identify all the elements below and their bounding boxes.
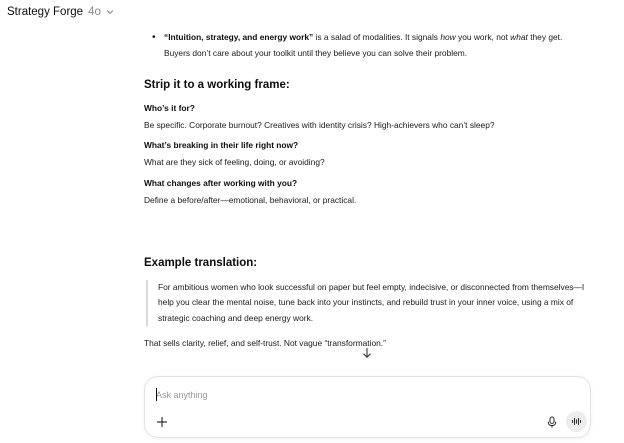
arrow-down-icon[interactable] [361,347,373,359]
frame-question: Who’s it for? [144,103,195,113]
voice-mode-button[interactable] [566,411,587,432]
model-version: 4o [88,6,101,18]
example-heading: Example translation: [144,257,258,269]
example-blockquote: For ambitious women who look successful on paper but feel empty, indecisive, or disconnected from themselves—I help you clear the mental noise, tune back into your instincts, and rebuild trust in your inner voice, using a mix of strategic coaching and deep energy work. [146,280,586,326]
message-content [144,30,584,61]
bullet-bold: “Intuition, strategy, and energy work” [164,32,314,42]
bullet-italic-how: how [440,32,456,42]
frame-heading: Strip it to a working frame: [144,79,290,91]
bullet-text-2: you work, not [455,32,511,42]
frame-item [144,101,584,132]
top-bar [0,0,624,24]
frame-answer: Be specific. Corporate burnout? Creatives with identity crisis? High-achievers who can’t sleep? [144,120,495,130]
closing-text: That sells clarity, relief, and self-trust. Not vague “transformation.” [144,338,386,348]
bullet-dot: • [152,32,156,43]
message-input[interactable] [156,387,536,403]
bullet-text-1: is a salad of modalities. It signals [313,32,441,42]
text-caret [156,388,157,401]
frame-item [144,176,584,207]
microphone-icon[interactable] [545,415,559,429]
app-name: Strategy Forge [7,6,84,18]
model-switcher[interactable] [7,6,115,18]
frame-answer: What are they sick of feeling, doing, or avoiding? [144,157,325,167]
frame-question: What changes after working with you? [144,178,298,188]
bullet-italic-what: what [510,32,528,42]
voice-mode-icon [571,416,582,427]
plus-icon[interactable] [155,415,169,429]
list-item [144,30,584,61]
frame-question: What’s breaking in their life right now? [144,140,299,150]
frame-answer: Define a before/after—emotional, behavioral, or practical. [144,195,357,205]
chevron-down-icon [105,7,115,17]
chat-composer [144,376,591,438]
bullet-text-3: they get. Buyers don’t care about your toolkit until they believe you can solve their problem. [164,32,563,58]
bullet-text [164,30,584,61]
frame-item [144,138,584,169]
